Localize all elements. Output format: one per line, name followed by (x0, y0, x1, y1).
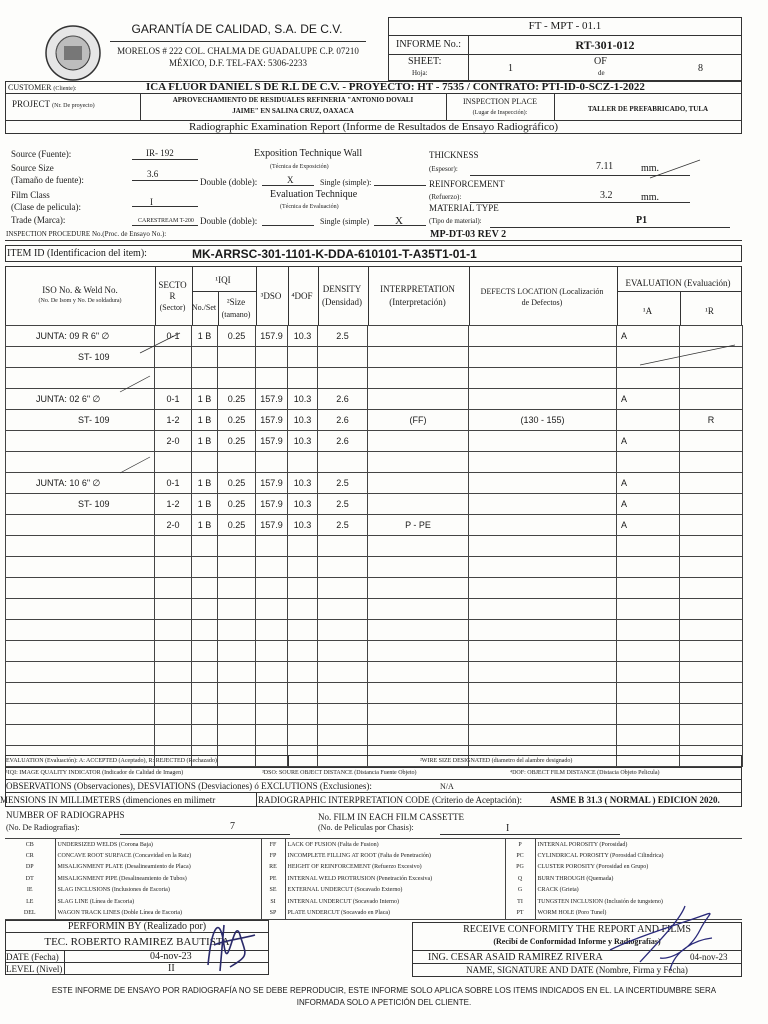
receiver-signature (600, 900, 720, 980)
table-cell: 157.9 (256, 326, 288, 347)
project-label: PROJECT (Nr. De proyecto) (12, 99, 95, 109)
thickness-label: THICKNESS (429, 150, 479, 160)
single-label: Single (simple): (320, 178, 372, 187)
receive-conformity-label-es: (Recibí de Conformidad Informe y Radiografías) (493, 937, 661, 946)
procedure-value: MP-DT-03 REV 2 (430, 229, 507, 240)
table-cell: 0-1 (155, 473, 192, 494)
table-cell: 10.3 (288, 473, 318, 494)
table-cell: (130 - 155) (469, 410, 617, 431)
footer-disclaimer-line1: ESTE INFORME DE ENSAYO POR RADIOGRAFÍA NO SE DEBE REPRODUCIR, ESTE INFORME SOLO APLICA SOBRE LOS ITEMS INDICADOS EN EL. LA INCERTIDUMBRE SERA (51, 986, 717, 995)
project-value-line1: APROVECHAMIENTO DE RESIDUALES REFINERIA "ANTONIO DOVALI (172, 96, 414, 104)
table-cell: A (617, 431, 680, 452)
table-cell: 2.6 (318, 410, 368, 431)
table-cell: 1 B (192, 515, 218, 536)
receive-conformity-label: RECEIVE CONFORMITY THE REPORT AND FILMS (463, 924, 691, 935)
defect-code: SE (261, 885, 285, 896)
table-cell: 157.9 (256, 494, 288, 515)
item-id-label: ITEM ID (Identificacion del item): (7, 248, 147, 259)
table-cell: 0.25 (218, 389, 256, 410)
sheet-number: 1 (508, 63, 513, 74)
defect-description: WORM HOLE (Poro Tunel) (535, 907, 742, 919)
defect-code: DT (25, 875, 34, 882)
defect-code: PE (261, 873, 285, 884)
table-cell: 10.3 (288, 494, 318, 515)
table-cell: 2-0 (155, 515, 192, 536)
defect-description: CYLINDRICAL POROSITY (Porosidad Cilindrica) (535, 850, 742, 861)
num-radiographs-label: NUMBER OF RADIOGRAPHS (6, 810, 125, 820)
double-label: Double (doble): (200, 177, 258, 187)
table-cell: 2-0 (155, 431, 192, 452)
defect-code: RE (261, 862, 285, 873)
evaluation-technique-label-es: (Técnica de Evaluación) (280, 204, 339, 210)
col-header-evaluation: EVALUATION (Evaluación) (625, 278, 731, 288)
company-name: GARANTÍA DE CALIDAD, S.A. DE C.V. (131, 22, 343, 36)
source-size-value: 3.6 (147, 169, 159, 179)
defect-code: P (505, 839, 535, 851)
col-header-eval-r: ¹R (705, 306, 714, 316)
performer-signature (200, 905, 260, 975)
performed-level-label: LEVEL (Nivel) (6, 964, 63, 974)
table-cell: 0.25 (218, 410, 256, 431)
legend-dso: ³DSO: SOURE OBJECT DISTANCE (Distancia Fuente Objeto) (262, 770, 417, 776)
table-cell: 2.5 (318, 515, 368, 536)
material-type-label: MATERIAL TYPE (429, 203, 499, 213)
evaluation-technique-label: Evaluation Technique (270, 189, 358, 200)
single2-label: Single (simple) (320, 217, 370, 226)
thickness-value: 7.11 (596, 161, 614, 172)
col-header-interpretation: INTERPRETATION (380, 284, 455, 294)
source-value: IR- 192 (146, 148, 174, 158)
report-title: Radiographic Examination Report (Informe de Resultados de Ensayo Radiográfico) (188, 121, 558, 133)
defect-code: DEL (23, 910, 36, 917)
defect-code: SI (261, 896, 285, 907)
col-header-density: DENSITY (322, 284, 362, 294)
films-per-cassette-value: I (506, 823, 510, 834)
exposition-technique-label: Exposition Technique Wall (254, 148, 363, 159)
table-cell: 1 B (192, 473, 218, 494)
defect-description: CONCAVE ROOT SURFACE (Concavidad en la Raiz) (55, 850, 261, 861)
film-class-value: I (150, 197, 153, 207)
table-cell: JUNTA: 09 R 6" ∅ (6, 326, 155, 347)
sheet-total: 8 (698, 63, 703, 74)
inspection-place-label: INSPECTION PLACE (462, 97, 537, 106)
films-per-cassette-label: No. FILM IN EACH FILM CASSETTE (318, 812, 465, 822)
form-code: FT - MPT - 01.1 (528, 20, 602, 32)
sheet-label: SHEET: (408, 56, 442, 67)
defect-description: HEIGHT OF REINFORCEMENT (Refuerzo Excesivo) (285, 862, 505, 873)
table-cell: A (617, 473, 680, 494)
name-signature-date-label: NAME, SIGNATURE AND DATE (Nombre, Firma y Fecha) (466, 965, 688, 975)
defect-code: TI (505, 896, 535, 907)
procedure-label: INSPECTION PROCEDURE No.(Proc. de Ensayo No.): (6, 230, 167, 238)
table-cell: 1-2 (155, 410, 192, 431)
defect-description: SLAG INCLUSIONS (Inclusiones de Escoria) (55, 885, 261, 896)
double-mark: X (287, 175, 294, 185)
informe-label: INFORME No.: (396, 39, 462, 50)
table-cell: A (617, 326, 680, 347)
table-cell: 157.9 (256, 389, 288, 410)
customer-value: ICA FLUOR DANIEL S DE R.L DE C.V. - PROYECTO: HT - 7535 / CONTRATO: PTI-ID-0-SCZ-1-2022 (146, 81, 645, 93)
defect-description: MISALIGNMENT PIPE (Desalineamiento de Tubos) (55, 873, 261, 884)
trade-value: CARESTREAM T-200 (138, 218, 194, 224)
double2-label: Double (doble): (200, 216, 258, 226)
table-cell: A (617, 494, 680, 515)
defect-description: INTERNAL WELD PROTRUSION (Penetración Excesiva) (285, 873, 505, 884)
item-id-value: MK-ARRSC-301-1101-K-DDA-610101-T-A35T1-01-1 (192, 247, 477, 261)
col-header-sector-es: (Sector) (159, 303, 186, 312)
defect-description: BURN THROUGH (Quemada) (535, 873, 742, 884)
col-header-iqi-size: ²Size (226, 297, 246, 307)
performed-by-name: TEC. ROBERTO RAMIREZ BAUTISTA (44, 936, 230, 948)
col-header-dso: ³DSO (260, 291, 282, 301)
table-cell: 1 B (192, 389, 218, 410)
table-cell: (FF) (368, 410, 469, 431)
table-cell: 1 B (192, 410, 218, 431)
reinforcement-label-es: (Refuerzo): (429, 193, 462, 201)
defect-description: INCOMPLETE FILLING AT ROOT (Falta de Penetración) (285, 850, 505, 861)
thickness-unit: mm. (641, 163, 660, 174)
col-header-iqi: ¹IQI (215, 275, 231, 285)
table-cell: 1-2 (155, 494, 192, 515)
project-value-line2: JAIME" EN SALINA CRUZ, OAXACA (232, 107, 354, 115)
exposition-technique-label-es: (Técnica de Exposición) (270, 164, 329, 170)
defect-description: LACK OF FUSION (Falta de Fusion) (285, 839, 505, 851)
defect-description: UNDERSIZED WELDS (Corona Baja) (55, 839, 261, 851)
performed-date-value: 04-nov-23 (150, 951, 192, 962)
table-cell: 0.25 (218, 326, 256, 347)
thickness-label-es: (Espesor): (429, 165, 458, 173)
receiver-name: ING. CESAR ASAID RAMIREZ RIVERA (428, 952, 603, 963)
table-cell: ST- 109 (6, 410, 155, 431)
table-cell: 10.3 (288, 410, 318, 431)
defect-code: LE (26, 898, 34, 905)
defect-description: TUNGSTEN INCLUSION (Inclusión de tungsteno) (535, 896, 742, 907)
defect-code: G (505, 885, 535, 896)
trade-label: Trade (Marca): (11, 215, 66, 225)
interpretation-code-label: RADIOGRAPHIC INTERPRETATION CODE (Criterio de Aceptación): (258, 795, 522, 805)
table-cell: ST- 109 (6, 494, 155, 515)
defect-code: PC (505, 850, 535, 861)
defect-code: DP (25, 864, 34, 871)
table-cell: 2.5 (318, 473, 368, 494)
defect-code: Q (505, 873, 535, 884)
table-cell: 157.9 (256, 410, 288, 431)
table-cell: A (617, 389, 680, 410)
defect-code: SP (261, 907, 285, 919)
legend-wire: ²WIRE SIZE DESIGNATED (diametro del alambre designado) (420, 758, 573, 764)
defect-code-row (5, 873, 742, 884)
col-header-defects-es: de Defectos) (521, 298, 563, 307)
table-cell: 157.9 (256, 473, 288, 494)
inspection-place-label-es: (Lugar de Inspección): (472, 110, 528, 116)
inspection-place-value: TALLER DE PREFABRICADO, TULA (587, 105, 709, 113)
table-cell: 157.9 (256, 515, 288, 536)
defect-code: PT (505, 907, 535, 919)
reinforcement-label: REINFORCEMENT (429, 179, 505, 189)
table-cell: 10.3 (288, 389, 318, 410)
table-cell: JUNTA: 10 6" ∅ (6, 473, 155, 494)
legend-dof: ⁴DOF: OBJECT FILM DISTANCE (Distacia Objeto Pelicula) (510, 770, 660, 776)
defect-code-row (5, 862, 742, 873)
table-cell: 0.25 (218, 431, 256, 452)
col-header-iqi-size-es: (tamano) (221, 310, 251, 319)
table-cell: 0-1 (155, 389, 192, 410)
performed-by-label: PERFORMIN BY (Realizado por) (67, 921, 207, 932)
table-cell: 1 B (192, 494, 218, 515)
defect-description: MISALIGNMENT PLATE (Desalineamiento de Placa) (55, 862, 261, 873)
films-per-cassette-label-es: (No. de Peliculas por Chasis): (318, 823, 414, 832)
reinforcement-value: 3.2 (600, 190, 613, 201)
num-radiographs-label-es: (No. De Radiografias): (6, 823, 80, 832)
col-header-eval-a: ¹A (642, 306, 653, 316)
table-cell: 0.25 (218, 494, 256, 515)
defect-code-row (5, 850, 742, 861)
table-cell: 10.3 (288, 431, 318, 452)
table-cell: R (680, 410, 743, 431)
legend-evaluation: EVALUATION (Evaluación): A: ACCEPTED (Aceptado), R: REJECTED (Rechazado) (6, 758, 217, 764)
source-size-label-es: (Tamaño de fuente): (11, 175, 84, 185)
defect-description: WAGON TRACK LINES (Doble Línea de Escoria) (55, 907, 261, 919)
of-label: OF (594, 56, 607, 67)
defect-description: INTERNAL POROSITY (Porosidad) (535, 839, 742, 851)
num-radiographs-value: 7 (230, 821, 235, 832)
material-type-value: P1 (636, 215, 648, 226)
defect-code: CB (25, 841, 34, 848)
legend-observations: OBSERVATIONS (Observaciones), DESVIATIONS (Desviaciones) ó EXCLUTIONS (Exclusiones): (6, 781, 372, 791)
table-cell: A (617, 515, 680, 536)
col-header-dof: ⁴DOF (291, 291, 313, 301)
defect-description: EXTERNAL UNDERCUT (Socavado Externo) (285, 885, 505, 896)
table-cell: 2.6 (318, 389, 368, 410)
customer-label: CUSTOMER (Cliente): (8, 83, 77, 92)
table-cell: 0.25 (218, 515, 256, 536)
table-cell: P - PE (368, 515, 469, 536)
defect-code: FF (261, 839, 285, 851)
defect-code: FP (261, 850, 285, 861)
legend-iqi: ¹IQI: IMAGE QUALITY INDICATOR (Indicador de Calidad de Imagen) (6, 770, 184, 776)
defect-code-row (5, 839, 742, 851)
de-label: de (598, 69, 605, 77)
table-cell: 10.3 (288, 515, 318, 536)
col-header-iqi-no: No./Set (191, 303, 217, 312)
table-cell: 2.5 (318, 326, 368, 347)
material-type-label-es: (Tipo de material): (429, 217, 482, 225)
hoja-label: Hoja: (412, 69, 428, 77)
footer-disclaimer-line2: INFORMADA SOLO A PETICIÓN DEL CLIENTE. (296, 998, 472, 1007)
defect-code: PG (505, 862, 535, 873)
single2-mark: X (395, 215, 403, 227)
defect-code-row (5, 885, 742, 896)
table-cell: 0-1 (155, 326, 192, 347)
reinforcement-unit: mm. (641, 192, 660, 203)
table-cell: 2.5 (318, 494, 368, 515)
legend-dimensions: MENSIONS IN MILLIMETERS (dimenciones en milimetr (0, 795, 216, 805)
company-address-line2: MÉXICO, D.F. TEL-FAX: 5306-2233 (169, 58, 307, 68)
source-label: Source (Fuente): (11, 149, 72, 159)
defect-description: PLATE UNDERCUT (Socavado en Placa) (285, 907, 505, 919)
table-cell: 10.3 (288, 326, 318, 347)
defect-description: INTERNAL UNDERCUT (Socavado Interno) (285, 896, 505, 907)
col-header-iso: ISO No. & Weld No. (42, 285, 118, 295)
defect-code: IE (26, 887, 33, 894)
table-cell: JUNTA: 02 6" ∅ (6, 389, 155, 410)
table-cell: 1 B (192, 431, 218, 452)
col-header-sector: SECTO (158, 280, 187, 290)
performed-level-value: II (168, 963, 175, 974)
interpretation-code-value: ASME B 31.3 ( NORMAL ) EDICION 2020. (550, 795, 720, 805)
table-cell: 2.6 (318, 431, 368, 452)
film-class-label-es: (Clase de pelicula): (11, 202, 81, 212)
defect-description: SLAG LINE (Línea de Escoria) (55, 896, 261, 907)
table-cell: 1 B (192, 326, 218, 347)
legend-observations-value: N/A (440, 782, 454, 791)
col-header-density-es: (Densidad) (322, 297, 362, 307)
source-size-label: Source Size (11, 163, 54, 173)
informe-number: RT-301-012 (575, 38, 635, 52)
table-cell: ST- 109 (6, 347, 155, 368)
table-cell: 157.9 (256, 431, 288, 452)
performed-date-label: DATE (Fecha) (6, 952, 59, 962)
col-header-sector-r: R (169, 291, 176, 301)
film-class-label: Film Class (11, 190, 50, 200)
defect-code: CR (25, 853, 34, 860)
defect-description: CRACK (Grieta) (535, 885, 742, 896)
defect-description: CLUSTER POROSITY (Porosidad en Grupo) (535, 862, 742, 873)
col-header-interpretation-es: (Interpretación) (389, 297, 446, 307)
table-cell: 0.25 (218, 473, 256, 494)
receiver-date: 04-nov-23 (690, 952, 728, 962)
col-header-defects: DEFECTS LOCATION (Localización (480, 287, 604, 296)
col-header-iso-es: (No. De Isom y No. De soldadura) (38, 298, 122, 304)
company-address-line1: MORELOS # 222 COL. CHALMA DE GUADALUPE C.P. 07210 (117, 46, 359, 56)
